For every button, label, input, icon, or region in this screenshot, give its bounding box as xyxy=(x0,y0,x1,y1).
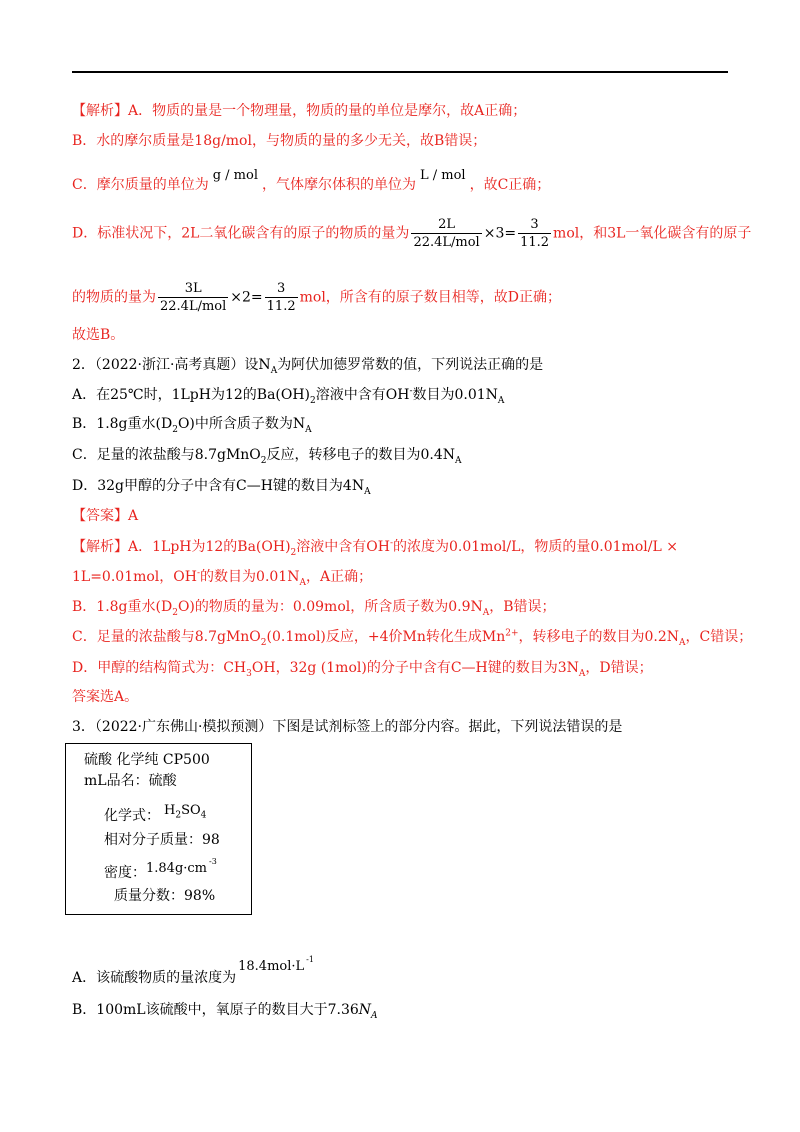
q2-analysis-a-cont: 1L=0.01mol，OH-的数目为$0.01N_A$，A正确； xyxy=(72,568,373,588)
q2-conclusion: 答案选A。 xyxy=(72,689,139,705)
header-rule xyxy=(72,71,728,73)
q2-option-c: C．足量的浓盐酸与8.7gMnO$_2$反应，转移电子的数目为$0.4N_A$ xyxy=(72,447,462,466)
q2-analysis-c: C．足量的浓盐酸与8.7gMnO$_2$(0.1mol)反应，+4价Mn转化生成$Mn^{2+}$，转移电子的数目为$0.2N_A$，C错误； xyxy=(72,628,753,648)
label-line-2: mL品名：硫酸 xyxy=(84,773,177,789)
q1-analysis-c: C．摩尔质量的单位为g / mol，气体摩尔体积的单位为L / mol，故C正确； xyxy=(72,168,551,193)
q2-analysis-a: 【解析】A．1LpH为12的$Ba(OH)_2$溶液中含有OH-的浓度为0.01mol/L，物质的量0.01mol/L × xyxy=(72,538,678,558)
label-molecular-weight: 相对分子质量：98 xyxy=(104,832,220,848)
q1-analysis-a: 【解析】A．物质的量是一个物理量，物质的量的单位是摩尔，故A正确； xyxy=(72,103,527,119)
q2-option-b: B．1.8g重水$(D_2O)$中所含质子数为$N_A$ xyxy=(72,416,312,435)
q3-option-a: A．该硫酸物质的量浓度为18.4mol·L $^{-1}$ xyxy=(72,955,314,986)
q1-analysis-b: B．水的摩尔质量是18g/mol，与物质的量的多少无关，故B错误； xyxy=(72,133,487,149)
q3-option-b: B．100mL该硫酸中，氧原子的数目大于$7.36N_A$ xyxy=(72,1002,378,1021)
q2-stem: 2．（2022·浙江·高考真题）设$N_A$为阿伏加德罗常数的值，下列说法正确的是 xyxy=(72,357,544,376)
q2-option-d: D．32g甲醇的分子中含有C—H键的数目为$4N_A$ xyxy=(72,478,371,497)
label-density: 密度：1.84g·cm $^{-3}$ xyxy=(104,857,217,881)
q2-option-a: A．在25℃时，1LpH为12的$Ba(OH)_2$溶液中含有OH-数目为$0.01N_A$ xyxy=(72,386,505,406)
label-line-1: 硫酸 化学纯 CP500 xyxy=(84,752,210,768)
q1-analysis-d: D．标准状况下，2L二氧化碳含有的原子的物质的量为 $\frac{2L}{\text{22.4L/mol}}$ ×3= $\frac{3}{11.2}$ mol，和3L一氧化碳含有的原子 xyxy=(72,217,752,250)
q1-conclusion: 故选B。 xyxy=(72,327,125,343)
q1-analysis-d-cont: 的物质的量为 $\frac{3L}{\text{22.4L/mol}}$ ×2= $\frac{3}{11.2}$ mol，所含有的原子数目相等，故D正确； xyxy=(72,281,562,314)
q2-answer: 【答案】A xyxy=(72,508,139,524)
q2-analysis-b: B．1.8g重水$(D_2O)$的物质的量为：0.09mol，所含质子数为$0.9N_A$，B错误； xyxy=(72,599,556,618)
q3-stem: 3．（2022·广东佛山·模拟预测）下图是试剂标签上的部分内容。据此，下列说法错误的是 xyxy=(72,719,623,735)
label-mass-fraction: 质量分数：98% xyxy=(114,888,216,904)
reagent-label-box xyxy=(65,743,252,915)
q2-analysis-d: D．甲醇的结构简式为：$CH_3OH$，32g (1mol)的分子中含有C—H键的数目为$3N_A$，D错误； xyxy=(72,660,653,679)
label-formula: 化学式： $H_2SO_4$ xyxy=(104,803,207,824)
